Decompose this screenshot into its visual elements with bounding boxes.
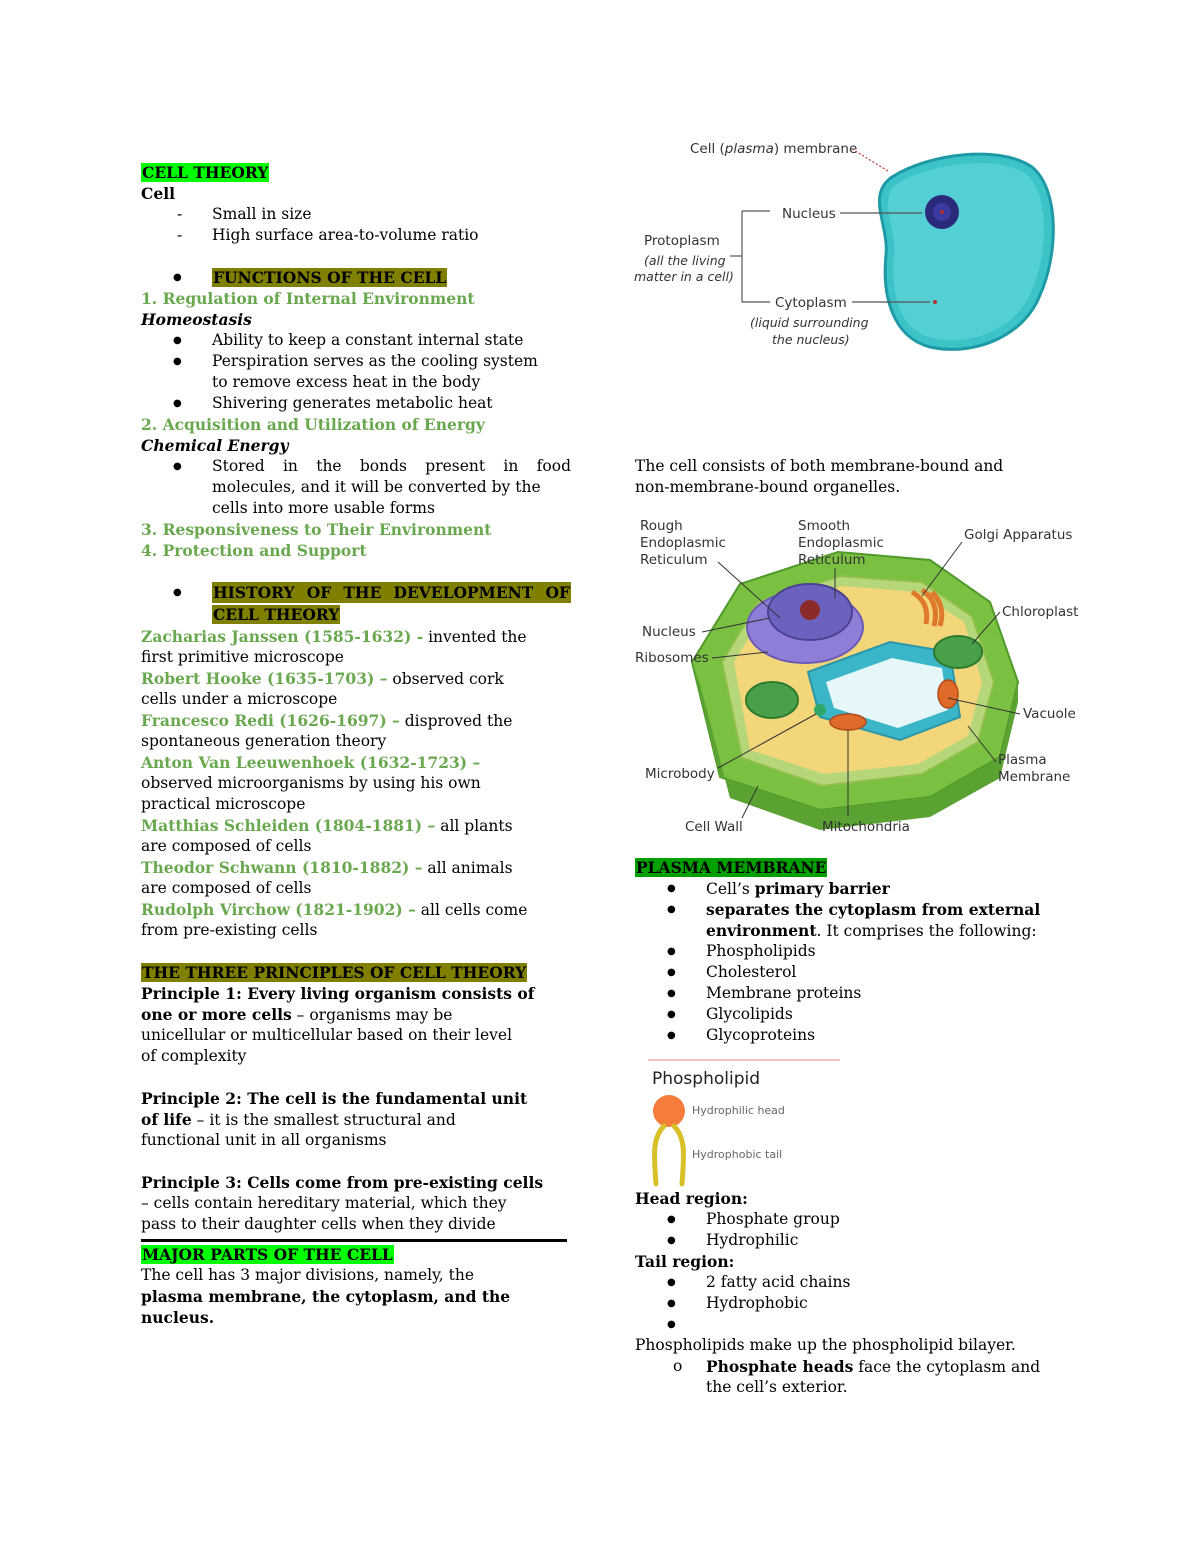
component-item: ● Glycolipids [635,1004,1075,1025]
mitochondria-shape [830,714,866,730]
component-item: ● Phospholipids [635,941,1075,962]
heads-text: face the cytoplasm and [853,1358,1041,1376]
principle-1-text: of complexity [141,1047,247,1065]
component-item: ● Cholesterol [635,962,1075,983]
history-text: first primitive microscope [141,648,344,666]
history-text: cells under a microscope [141,690,338,708]
major-parts-bold: nucleus. [141,1308,215,1327]
plasma-membrane-section [635,857,1075,1046]
pm-text: Cell’s [706,880,755,898]
component-item: ● Membrane proteins [635,983,1075,1004]
history-name: Matthias Schleiden (1804-1881) – [141,816,436,835]
principle-2-text: – it is the smallest structural and [191,1111,456,1129]
function-2-heading: 2. Acquisition and Utilization of Energy [141,415,485,434]
plasma-membrane-label: Plasma [998,752,1047,768]
principle-1-title-cont: one or more cells [141,1005,292,1024]
history-heading-cont: CELL THEORY [213,605,340,624]
smooth-er-label: Reticulum [798,552,866,568]
heads-text-cont: the cell’s exterior. [706,1378,848,1396]
hydrophobic-tail-shape [674,1126,684,1184]
cell-theory-heading: CELL THEORY [142,163,269,182]
intro-text: The cell consists of both membrane-bound and [635,457,1004,475]
history-text: observed microorganisms by using his own [141,774,481,792]
pm-bold: ● separates the cytoplasm from external [635,899,1075,920]
homeostasis-point: ● Shivering generates metabolic heat [141,393,571,414]
principle-2-title: Principle 2: The cell is the fundamental unit [141,1089,528,1108]
left-column [141,162,571,1328]
principle-2-text: functional unit in all organisms [141,1131,387,1149]
principle-3-text: pass to their daughter cells when they divide [141,1215,496,1233]
major-parts-bold: plasma membrane, the cytoplasm, and the [141,1287,511,1306]
chloroplast-shape [746,682,798,718]
history-text: all cells come [415,901,528,919]
component-item: ● Glycoproteins [635,1025,1075,1046]
rough-er-label: Endoplasmic [640,535,726,551]
mitochondria-shape [938,680,958,708]
smooth-er-label: Smooth [798,518,851,534]
history-name: Zacharias Janssen (1585-1632) - [141,627,424,646]
horizontal-rule [141,1239,567,1242]
nucleolus [800,600,820,620]
history-text: disproved the [399,712,513,730]
rough-er-label: Rough [640,518,683,534]
homeostasis-point: ● Perspiration serves as the cooling system [141,351,571,372]
head-point: ● Hydrophilic [635,1230,1075,1251]
history-text: observed cork [387,670,504,688]
history-heading: HISTORY OF THE DEVELOPMENT OF [213,583,570,602]
homeostasis-label: Homeostasis [141,310,252,329]
history-text: all animals [422,859,513,877]
phospholipid-regions [635,1188,1075,1398]
microbody-label: Microbody [645,766,715,782]
tail-point-empty [635,1314,1075,1335]
major-parts-text: The cell has 3 major divisions, namely, the [141,1266,475,1284]
energy-point-cont: molecules, and it will be converted by the [212,478,541,496]
homeostasis-point: ● Ability to keep a constant internal state [141,330,571,351]
function-3-heading: 3. Responsiveness to Their Environment [141,520,492,539]
history-text: practical microscope [141,795,306,813]
homeostasis-point-cont: to remove excess heat in the body [212,373,481,391]
tail-region-label: Tail region: [635,1252,735,1271]
protoplasm-sub: (all the living [644,253,726,268]
phospholipid-title: Phospholipid [652,1069,761,1089]
principles-heading: THE THREE PRINCIPLES OF CELL THEORY [142,963,527,982]
functions-heading: FUNCTIONS OF THE CELL [213,268,447,287]
function-4-heading: 4. Protection and Support [141,541,367,560]
history-text: all plants [435,817,513,835]
major-parts-heading: MAJOR PARTS OF THE CELL [142,1245,393,1264]
cytoplasm-sub: the nucleus) [772,332,850,347]
vacuole-label: Vacuole [1023,706,1076,722]
principle-1-title: Principle 1: Every living organism consists of [141,984,535,1003]
cytoplasm-dot [933,300,937,304]
history-text: from pre-existing cells [141,921,318,939]
hydrophilic-head-shape [653,1095,685,1127]
cell-diagram [630,135,1070,360]
history-name: Robert Hooke (1635-1703) – [141,669,388,688]
hydrophobic-tail-label: Hydrophobic tail [692,1148,783,1161]
cell-point: - Small in size [141,204,571,225]
rough-er-label: Reticulum [640,552,708,568]
bilayer-text: Phospholipids make up the phospholipid bilayer. [635,1336,1016,1354]
plasma-membrane-label: Membrane [998,769,1071,785]
hydrophobic-tail-shape [654,1126,664,1184]
plasma-membrane-heading: PLASMA MEMBRANE [636,858,827,877]
pm-bold: primary barrier [754,879,890,898]
nucleus-label: Nucleus [642,624,696,640]
history-name: Theodor Schwann (1810-1882) – [141,858,423,877]
cell-point: - High surface area-to-volume ratio [141,225,571,246]
phospholipid-figure [640,1056,880,1188]
function-1-heading: 1. Regulation of Internal Environment [141,289,475,308]
cytoplasm-sub: (liquid surrounding [750,315,869,330]
principle-2-title-cont: of life [141,1110,192,1129]
principle-3-text: – cells contain hereditary material, which they [141,1194,507,1212]
chemical-energy-label: Chemical Energy [141,436,289,455]
cell-wall-label: Cell Wall [685,819,743,835]
nucleus-label: Nucleus [782,206,836,222]
right-intro [635,456,1075,498]
history-name: Francesco Redi (1626-1697) – [141,711,400,730]
plant-cell-diagram [630,512,1090,842]
cytoplasm-label: Cytoplasm [775,295,847,311]
history-text: invented the [423,628,527,646]
head-point: ● Phosphate group [635,1209,1075,1230]
hydrophilic-head-label: Hydrophilic head [692,1104,785,1117]
pm-bold: environment [706,921,817,940]
heads-bold: Phosphate heads [706,1357,854,1376]
protoplasm-sub: matter in a cell) [634,269,734,284]
mitochondria-label: Mitochondria [822,819,910,835]
principle-1-text: – organisms may be [291,1006,453,1024]
history-text: are composed of cells [141,837,312,855]
head-region-label: Head region: [635,1189,748,1208]
principle-1-text: unicellular or multicellular based on their level [141,1026,513,1044]
history-text: spontaneous generation theory [141,732,387,750]
energy-point: ● Stored in the bonds present in food [141,456,571,477]
smooth-er-label: Endoplasmic [798,535,884,551]
intro-text: non-membrane-bound organelles. [635,478,901,496]
membrane-label: Cell (plasma) membrane [690,141,858,157]
protoplasm-label: Protoplasm [644,233,720,249]
chloroplast-label: Chloroplast [1002,604,1079,620]
tail-point: ● 2 fatty acid chains [635,1272,1075,1293]
principle-3-title: Principle 3: Cells come from pre-existing cells [141,1173,544,1192]
cell-label: Cell [141,184,175,203]
golgi-label: Golgi Apparatus [964,527,1073,543]
nucleus-dot [940,210,944,214]
pm-text: . It comprises the following: [816,922,1037,940]
history-text: are composed of cells [141,879,312,897]
tail-point: ● Hydrophobic [635,1293,1075,1314]
ribosomes-label: Ribosomes [635,650,709,666]
history-name: Rudolph Virchow (1821-1902) – [141,900,416,919]
energy-point-cont: cells into more usable forms [212,499,435,517]
history-name: Anton Van Leeuwenhoek (1632-1723) – [141,753,481,772]
membrane-pointer [852,149,888,171]
